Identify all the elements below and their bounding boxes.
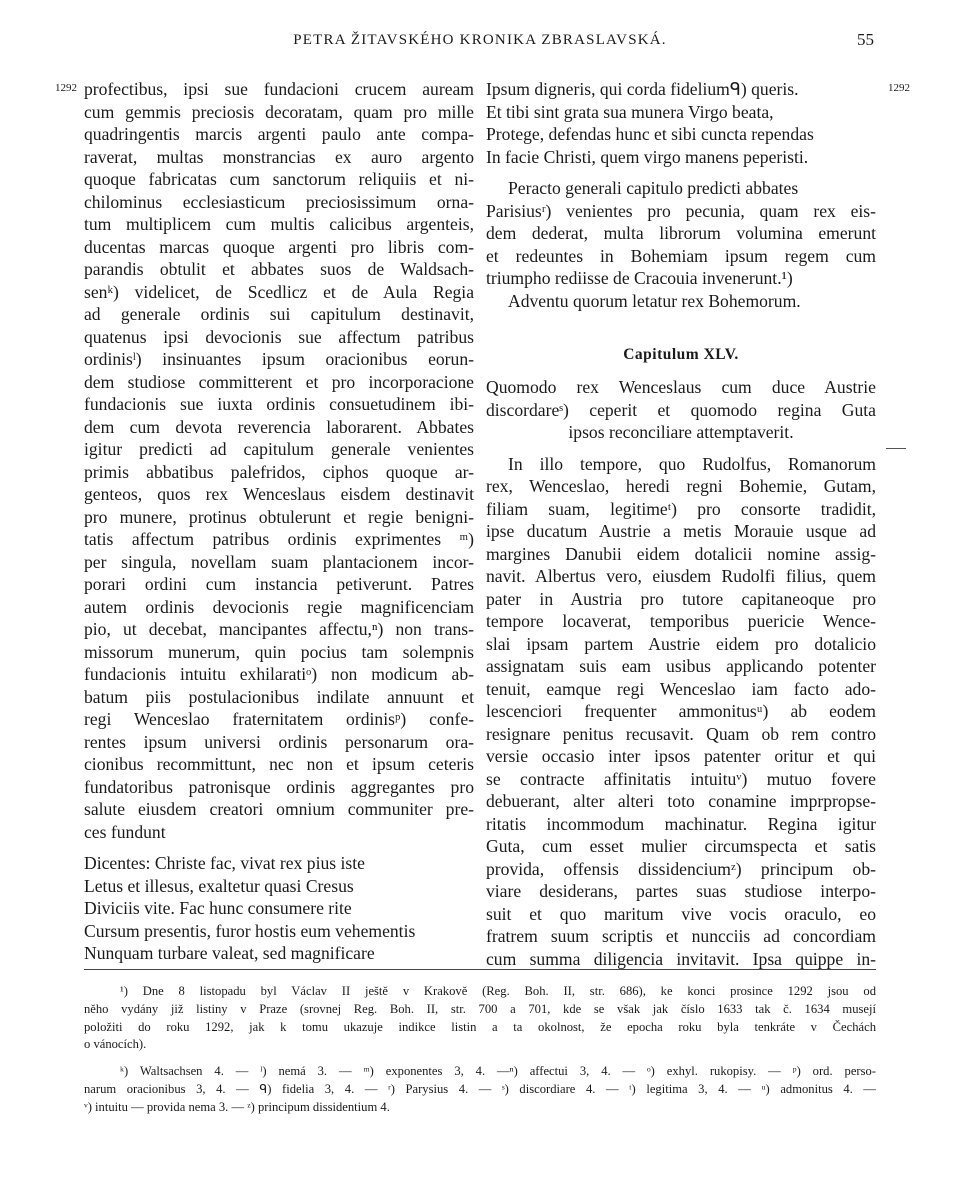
text-line: tenuit, eamque regi Wenceslao iam facto ado- — [486, 678, 876, 699]
text-line: ritatis incommodum machinatur. Regina igitur — [486, 813, 876, 834]
text-line: dem dederat, multa librorum volumina emerunt — [486, 223, 876, 243]
text-line: dem studiose committerent et pro incorporacione — [84, 371, 474, 392]
text-line: quoque fabricatas cum sanctorum reliquiis et ni- — [84, 169, 474, 189]
text-line: parandis obtulit et abbates suos de Waldsach- — [84, 259, 474, 279]
text-line: Peracto generali capitulo predicti abbates — [508, 178, 799, 198]
text-line: fratrem suum scriptis et nuncciis ad concordiam — [486, 926, 876, 946]
footnotes — [84, 983, 876, 1117]
text-line: rentes ipsum universi ordinis personarum ora- — [84, 731, 474, 752]
subtitle-line: discordareˢ) ceperit et quomodo regina Guta — [486, 399, 876, 420]
text-line: pro munere, protinus obtulerunt et regie benigni- — [84, 506, 474, 527]
text-line: fundacionis intuitu exhilaratiᵒ) non modicum ab- — [84, 664, 474, 684]
running-title: PETRA ŽITAVSKÉHO KRONIKA ZBRASLAVSKÁ. — [293, 32, 667, 48]
margin-year-left: 1292 — [55, 82, 77, 94]
left-prose — [84, 78, 474, 843]
text-line: ces fundunt — [84, 821, 166, 842]
text-line: fundacionis sue iuxta ordinis consuetudinem ibi- — [84, 394, 474, 414]
text-line: tempore locaverat, temporibus puericie Wence- — [486, 611, 876, 631]
variant-readings — [84, 1063, 876, 1116]
text-line: navit. Albertus vero, eiusdem Rudolfi filius, quem — [486, 566, 876, 586]
text-line: genteos, quos rex Wenceslaus eisdem destinavit — [84, 484, 474, 504]
verse-line: Nunquam turbare valeat, sed magnificare — [84, 943, 375, 963]
text-line: pio, ut decebat, mancipantes affectu,ⁿ) non trans- — [84, 619, 474, 639]
subtitle-line: ipsos reconciliare attemptaverit. — [568, 422, 794, 442]
text-line: porari ordini cum instancia petiverunt. Patres — [84, 574, 474, 594]
left-verse — [84, 852, 474, 965]
left-column — [84, 78, 474, 965]
verse-line: Diviciis vite. Fac hunc consumere rite — [84, 898, 352, 918]
text-line: versie occasio inter ipsos patenter oritur et qui — [486, 746, 876, 766]
text-line: primis abbatibus palefridos, ciphos quoque ar- — [84, 461, 474, 482]
text-line: senᵏ) videlicet, de Scedlicz et de Aula Regia — [84, 281, 474, 302]
text-line: salute eiusdem creatori omnium communiter pre- — [84, 799, 474, 819]
footnote-line: narum oracionibus 3, 4. — ᑫ) fidelia 3, 4. — ʳ) Parysius 4. — ˢ) discordiare 4. — ᵗ) legitima 3, 4. — ᵘ) admonitus 4. — — [84, 1081, 876, 1096]
text-line: triumpho rediisse de Cracouia invenerunt.¹) — [486, 268, 793, 288]
verse-line: Protege, defendas hunc et sibi cuncta rependas — [486, 124, 814, 144]
text-line: dem cum devota reverencia laborarent. Abbates — [84, 416, 474, 437]
text-line: suit et quo maritum vive vocis oraculo, eo — [486, 903, 876, 924]
text-line: cum gemmis preciosis decoratam, quam pro mille — [84, 101, 474, 122]
text-line: fundatoribus patronisque ordinis aggregantes pro — [84, 776, 474, 797]
text-line: quadringentis marcis argenti paulo ante compa- — [84, 124, 474, 144]
footnote-line: ¹) Dne 8 listopadu byl Václav II ještě v Krakově (Reg. Boh. II, str. 686), ke konci prosince 1292 jsou od — [120, 984, 876, 998]
footnote-line: něho vydány již listiny v Praze (srovnej Reg. Boh. II, str. 700 a 701, kde se však jak číslo 1633 tak č. 1634 musejí — [84, 1001, 876, 1016]
text-line: slai ipsam partem Austrie eidem pro dotalicio — [486, 633, 876, 654]
text-line: batum piis postulacionibus indilate annuunt et — [84, 686, 474, 707]
text-line: autem ordinis devocionis regie magnificenciam — [84, 596, 474, 617]
text-line: Guta, cum esset mulier circumspecta et satis — [486, 836, 876, 856]
text-line: ipse ducatum Austrie a metis Morauie usque ad — [486, 521, 876, 541]
margin-year-right: 1292 — [888, 82, 910, 94]
right-verse — [486, 78, 876, 168]
text-line: ad generale ordinis sui capitulum destinavit, — [84, 304, 474, 324]
text-line: Parisiusʳ) venientes pro pecunia, quam rex eis- — [486, 200, 876, 221]
text-line: per singula, novellam suam plantacionem incor- — [84, 551, 474, 572]
chapter-heading: Capitulum XLV. — [623, 346, 739, 363]
text-line: In illo tempore, quo Rudolfus, Romanorum — [508, 453, 876, 474]
footnote-line: o vánocích). — [84, 1037, 147, 1052]
text-line: raverat, multas monstrancias ex auro argento — [84, 146, 474, 167]
right-paragraph — [486, 177, 876, 290]
chapter-text — [486, 453, 876, 971]
chapter-subtitle — [486, 376, 876, 444]
margin-dash — [886, 448, 906, 449]
text-line: se contracte affinitatis intuituᵛ) mutuo fovere — [486, 768, 876, 789]
footnote-line: ᵏ) Waltsachsen 4. — ˡ) nemá 3. — ᵐ) exponentes 3, 4. —ⁿ) affectui 3, 4. — ᵒ) exhyl. rukopisy. — ᵖ) ord. perso- — [120, 1064, 876, 1079]
footnote-rule — [84, 969, 876, 970]
verse-line: Et tibi sint grata sua munera Virgo beata, — [486, 101, 774, 122]
text-line: chilominus ecclesiasticum preciosissimum orna- — [84, 191, 474, 212]
text-line: lescenciori frequenter ammonitusᵘ) ab eodem — [486, 701, 876, 721]
text-line: ducentas marcas quoque argenti pro libris com- — [84, 236, 474, 257]
verse-line: Dicentes: Christe fac, vivat rex pius iste — [84, 853, 365, 873]
verse-line: In facie Christi, quem virgo manens peperisti. — [486, 146, 809, 167]
subtitle-line: Quomodo rex Wenceslaus cum duce Austrie — [486, 377, 876, 397]
text-line: pater in Austria pro tutore capitaneoque pro — [486, 588, 876, 609]
text-line: tum multiplicem cum multis calicibus argenteis, — [84, 214, 474, 234]
text-line: missorum munerum, quin pocius tam solempnis — [84, 641, 474, 662]
footnote-line: ᵛ) intuitu — provida nema 3. — ᶻ) principum dissidentium 4. — [84, 1099, 390, 1114]
text-line: viare desiderans, partes suas studiose interpo- — [486, 881, 876, 901]
text-line: margines Danubii eidem dotalicii nomine assig- — [486, 543, 876, 564]
footnote-1 — [84, 983, 876, 1054]
text-line: rex, Wenceslao, heredi regni Bohemie, Gutam, — [486, 476, 876, 496]
page-number: 55 — [857, 30, 874, 49]
text-line: debuerant, alter alteri toto conamine imprpropse- — [486, 791, 876, 811]
verse-line: Cursum presentis, furor hostis eum vehementis — [84, 920, 416, 941]
text-line: tatis affectum patribus ordinis exprimentes ᵐ) — [84, 529, 474, 549]
text-line: provida, offensis dissidenciumᶻ) principum ob- — [486, 858, 876, 879]
text-line: cum summa diligencia invitavit. Ipsa quippe in- — [486, 948, 876, 969]
text-line: resignare penitus recusavit. Quam ob rem contro — [486, 723, 876, 744]
text-line: filiam suam, legitimeᵗ) pro consorte tradidit, — [486, 498, 876, 519]
footnote-line: položiti do roku 1292, jak k tomu ukazuje indikce listin a ta okolnost, že epocha roku byla tenkráte v Čechách — [84, 1019, 876, 1034]
text-line: igitur predicti ad capitulum generale venientes — [84, 439, 474, 459]
text-line: profectibus, ipsi sue fundacioni crucem auream — [84, 79, 474, 99]
text-line: cionibus recommittunt, nec non et ipsum ceteris — [84, 754, 474, 774]
text-line: quatenus ipsi devocionis sue affectum patribus — [84, 326, 474, 347]
text-line: et redeuntes in Bohemiam ipsum regem cum — [486, 245, 876, 266]
text-line: assignatam suis eam usibus applicando potenter — [486, 656, 876, 676]
text-line: ordinisˡ) insinuantes ipsum oracionibus eorun- — [84, 349, 474, 369]
text-line: regi Wenceslao fraternitatem ordinisᵖ) confe- — [84, 709, 474, 729]
running-header — [0, 32, 960, 56]
verse-line: Ipsum digneris, qui corda fideliumᑫ) queris. — [486, 79, 799, 99]
closing-verse-line: Adventu quorum letatur rex Bohemorum. — [508, 290, 801, 311]
verse-line: Letus et illesus, exaltetur quasi Cresus — [84, 875, 354, 896]
right-column — [486, 78, 876, 970]
